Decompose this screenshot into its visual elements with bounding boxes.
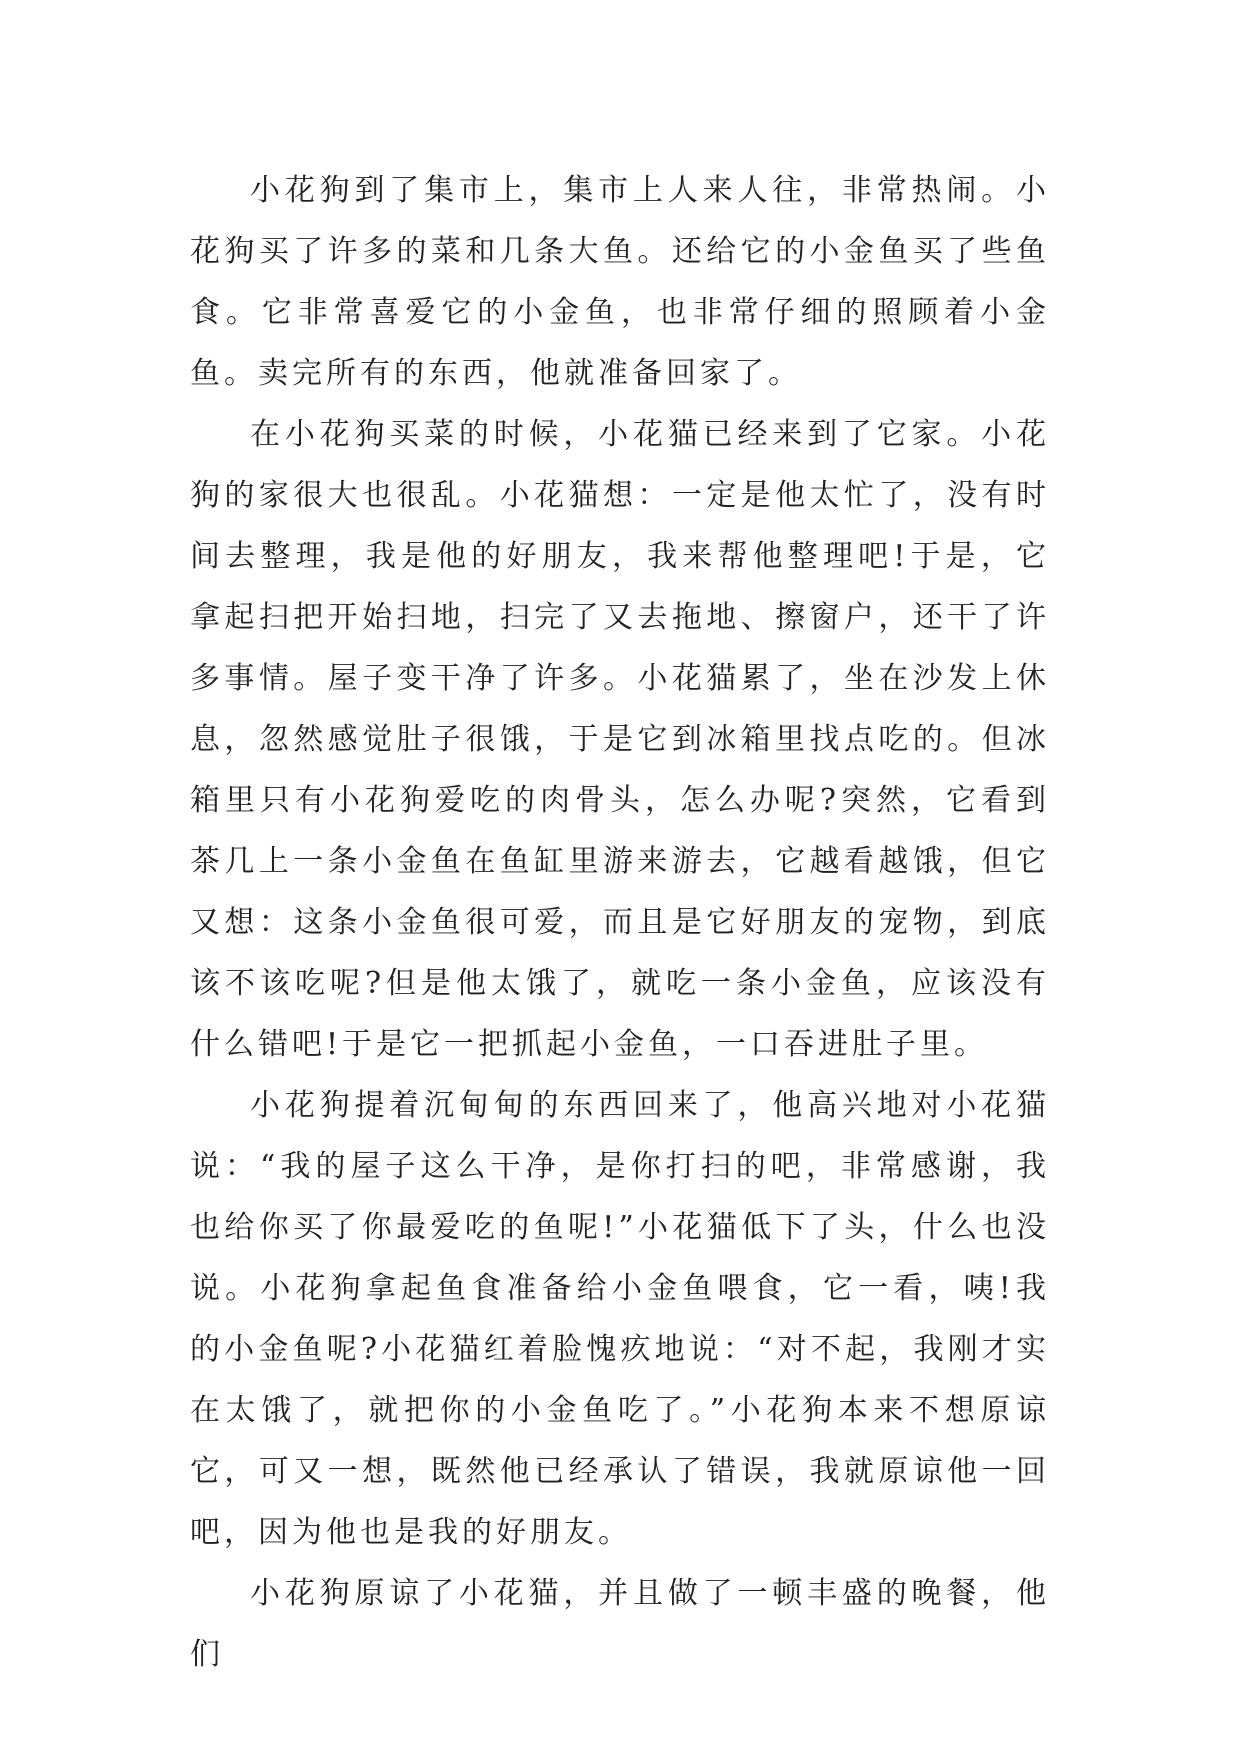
paragraph-1: 小花狗到了集市上，集市上人来人往，非常热闹。小花狗买了许多的菜和几条大鱼。还给它的小金鱼买了些鱼食。它非常喜爱它的小金鱼，也非常仔细的照顾着小金鱼。卖完所有的东西，他就准备回家了。 <box>190 173 1050 391</box>
story-text <box>190 160 1050 1685</box>
paragraph-4: 小花狗原谅了小花猫，并且做了一顿丰盛的晚餐，他们 <box>190 1576 1050 1672</box>
paragraph-3: 小花狗提着沉甸甸的东西回来了，他高兴地对小花猫说：“我的屋子这么干净，是你打扫的吧，非常感谢，我也给你买了你最爱吃的鱼呢!”小花猫低下了头，什么也没说。小花狗拿起鱼食准备给小金鱼喂食，它一看，咦!我的小金鱼呢?小花猫红着脸愧疚地说：“对不起，我刚才实在太饿了，就把你的小金鱼吃了。”小花狗本来不想原谅它，可又一想，既然他已经承认了错误，我就原谅他一回吧，因为他也是我的好朋友。 <box>190 1088 1050 1550</box>
paragraph-2: 在小花狗买菜的时候，小花猫已经来到了它家。小花狗的家很大也很乱。小花猫想：一定是他太忙了，没有时间去整理，我是他的好朋友，我来帮他整理吧!于是，它拿起扫把开始扫地，扫完了又去拖地、擦窗户，还干了许多事情。屋子变干净了许多。小花猫累了，坐在沙发上休息，忽然感觉肚子很饿，于是它到冰箱里找点吃的。但冰箱里只有小花狗爱吃的肉骨头，怎么办呢?突然，它看到茶几上一条小金鱼在鱼缸里游来游去，它越看越饿，但它又想：这条小金鱼很可爱，而且是它好朋友的宠物，到底该不该吃呢?但是他太饿了，就吃一条小金鱼，应该没有什么错吧!于是它一把抓起小金鱼，一口吞进肚子里。 <box>190 417 1050 1062</box>
